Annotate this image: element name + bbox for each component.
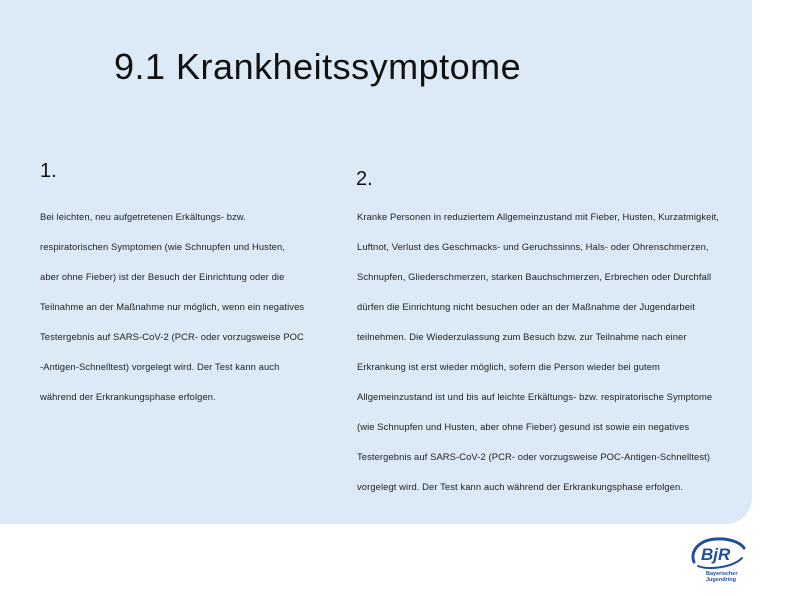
bjr-logo-subtitle bbox=[706, 571, 738, 583]
left-text-line: Teilnahme an der Maßnahme nur möglich, wenn ein negatives bbox=[40, 301, 305, 312]
left-text-line: Testergebnis auf SARS-CoV-2 (PCR- oder vorzugsweise POC bbox=[40, 331, 304, 342]
right-text-line: Testergebnis auf SARS-CoV-2 (PCR- oder vorzugsweise POC-Antigen-Schnelltest) bbox=[357, 451, 711, 462]
page-title: 9.1 Krankheitssymptome bbox=[114, 46, 522, 87]
left-text-line: während der Erkrankungsphase erfolgen. bbox=[40, 391, 216, 402]
right-text-line: Erkrankung ist erst wieder möglich, sofern die Person wieder bei gutem bbox=[357, 361, 660, 372]
right-text-line: Allgemeinzustand ist und bis auf leichte Erkältungs- bzw. respiratorische Symptome bbox=[357, 391, 713, 402]
right-text-line: vorgelegt wird. Der Test kann auch während der Erkrankungsphase erfolgen. bbox=[357, 481, 684, 492]
right-text-line: dürfen die Einrichtung nicht besuchen oder an der Maßnahme der Jugendarbeit bbox=[357, 301, 695, 312]
column-1-number: 1. bbox=[40, 160, 57, 182]
column-2-number: 2. bbox=[356, 168, 373, 190]
left-text-line: Bei leichten, neu aufgetretenen Erkältungs- bzw. bbox=[40, 211, 246, 222]
bjr-logo-mark bbox=[688, 536, 746, 570]
left-text-line: -Antigen-Schnelltest) vorgelegt wird. Der Test kann auch bbox=[40, 361, 280, 372]
right-text-line: Kranke Personen in reduziertem Allgemeinzustand mit Fieber, Husten, Kurzatmigkeit, bbox=[357, 211, 720, 222]
right-text-line: Luftnot, Verlust des Geschmacks- und Geruchssinns, Hals- oder Ohrenschmerzen, bbox=[357, 241, 709, 252]
left-text-line: aber ohne Fieber) ist der Besuch der Einrichtung oder die bbox=[40, 271, 285, 282]
bjr-logo-subtitle-line: Bayerischer bbox=[706, 571, 738, 577]
left-text-line: respiratorischen Symptomen (wie Schnupfen und Husten, bbox=[40, 241, 286, 252]
right-text-line: Schnupfen, Gliederschmerzen, starken Bauchschmerzen, Erbrechen oder Durchfall bbox=[357, 271, 712, 282]
bjr-logo-subtitle-line: Jugendring bbox=[706, 577, 736, 583]
bjr-logo-text: BjR bbox=[701, 545, 731, 564]
right-text-line: (wie Schnupfen und Husten, aber ohne Fieber) gesund ist sowie ein negatives bbox=[357, 421, 690, 432]
right-text-line: teilnehmen. Die Wiederzulassung zum Besuch bzw. zur Teilnahme nach einer bbox=[357, 331, 687, 342]
